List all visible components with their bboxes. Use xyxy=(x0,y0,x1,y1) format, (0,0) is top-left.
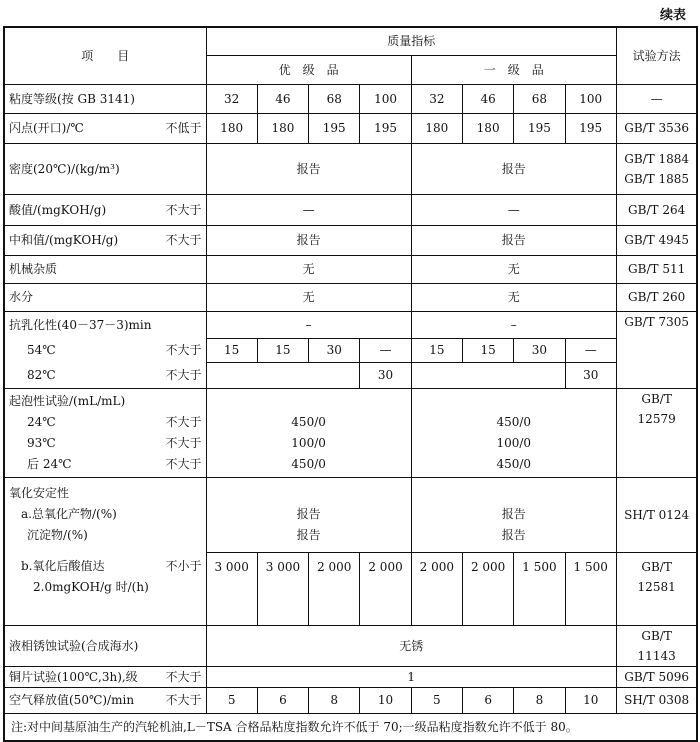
cell-rows-acid-label: 酸值/(mgKOH/g) xyxy=(9,202,107,217)
cell-rows-copper-value: 1 xyxy=(206,666,616,687)
cell-rows-demuls-t54-qual: 不大于 xyxy=(165,343,202,357)
cell-rows-foam-sub-0-first: 450/0 xyxy=(496,414,532,429)
row-viscosity xyxy=(4,84,697,113)
header-method: 试验方法 xyxy=(616,27,697,84)
cell-rows-foam-sub-2-premium: 450/0 xyxy=(291,456,326,471)
cell-rows-acid-qual: 不大于 xyxy=(165,202,202,217)
cell-rows-copper-qual: 不大于 xyxy=(165,669,202,684)
cell-rows-oxid-a_premium: 报告 xyxy=(296,507,321,521)
cell-rows-flash-qual: 不低于 xyxy=(165,121,202,135)
row-demuls-54 xyxy=(4,338,697,362)
cell-rows-water-first: 无 xyxy=(411,283,616,311)
cell-rows-water-label: 水分 xyxy=(4,283,206,311)
cell-rows-demuls-t54-values-0: 15 xyxy=(206,338,257,362)
cell-rows-demuls-t82-first: 30 xyxy=(565,362,616,388)
cell-rows-viscosity-method: — xyxy=(616,84,697,113)
table-cell xyxy=(4,113,206,143)
cell-rows-viscosity-label: 粘度等级(按 GB 3141) xyxy=(4,84,206,113)
cell-rows-oxid-sed_label: 沉淀物/(%) xyxy=(27,528,88,543)
row-water xyxy=(4,283,697,311)
cell-rows-oxid-b_values-6: 1 500 xyxy=(514,552,565,625)
table-cell xyxy=(4,194,206,225)
cell-rows-oxid-b_qual: 不小于 xyxy=(165,559,202,573)
cell-rows-foam-sub-1-label: 93℃ xyxy=(27,435,56,450)
cell-rows-viscosity-values-0: 32 xyxy=(206,84,257,113)
cell-rows-oxid-b_values-2: 2 000 xyxy=(309,552,360,625)
header-first: 一 级 品 xyxy=(411,55,616,84)
table-cell xyxy=(4,388,206,477)
cell-rows-air-values-1: 6 xyxy=(257,687,308,713)
table-cell xyxy=(616,143,697,194)
table-cell xyxy=(206,388,411,477)
cell-rows-oxid-b_label1: b.氧化后酸值达 xyxy=(21,559,105,573)
spec-table xyxy=(3,26,698,742)
table-cell xyxy=(411,388,616,477)
cell-rows-oxid-label: 氧化安定性 xyxy=(9,486,70,501)
cell-rows-rust-label: 液相锈蚀试验(合成海水) xyxy=(4,625,206,666)
cell-rows-demuls-t54-values-4: 15 xyxy=(411,338,462,362)
cell-rows-air-values-5: 6 xyxy=(462,687,513,713)
cell-rows-foam-sub-1-first: 100/0 xyxy=(496,435,532,450)
cell-rows-viscosity-values-5: 46 xyxy=(462,84,513,113)
cell-rows-oxid-a_method: SH/T 0124 xyxy=(616,477,697,552)
cell-rows-foam-sub-1-qual: 不大于 xyxy=(165,435,202,450)
table-row xyxy=(4,27,697,55)
row-oxidation-b xyxy=(4,552,697,625)
cell-rows-neutral-premium: 报告 xyxy=(206,225,411,255)
cell-rows-foam-method: GB/T 12579 xyxy=(616,388,697,477)
table-cell xyxy=(4,687,206,713)
cell-rows-oxid-b_values-3: 2 000 xyxy=(360,552,411,625)
cell-rows-flash-label: 闪点(开口)/℃ xyxy=(9,121,84,135)
table-cell xyxy=(206,477,411,552)
cell-rows-viscosity-values-2: 68 xyxy=(309,84,360,113)
header-item: 项 目 xyxy=(4,27,206,84)
cell-rows-density-premium: 报告 xyxy=(206,143,411,194)
cell-rows-rust-value: 无锈 xyxy=(206,625,616,666)
row-demuls-82 xyxy=(4,362,697,388)
cell-rows-acid-first: — xyxy=(411,194,616,225)
cell-rows-foam-sub-0-qual: 不大于 xyxy=(165,414,202,429)
cell-rows-air-qual: 不大于 xyxy=(165,693,202,707)
cell-rows-density-method2: GB/T 1885 xyxy=(624,171,690,186)
cell-rows-foam-label: 起泡性试验/(mL/mL) xyxy=(9,393,126,408)
cell-rows-air-values-7: 10 xyxy=(565,687,616,713)
cell-rows-viscosity-values-3: 100 xyxy=(360,84,411,113)
cell-rows-flash-values-2: 195 xyxy=(309,113,360,143)
cell-rows-foam-sub-2-label: 后 24℃ xyxy=(27,456,72,471)
row-foam xyxy=(4,388,697,477)
cell-rows-acid-method: GB/T 264 xyxy=(616,194,697,225)
cell-rows-oxid-b_values-0: 3 000 xyxy=(206,552,257,625)
table-cell xyxy=(206,362,360,388)
cell-rows-flash-values-6: 195 xyxy=(514,113,565,143)
cell-rows-impurity-premium: 无 xyxy=(206,255,411,283)
cell-rows-air-values-2: 8 xyxy=(309,687,360,713)
cell-rows-viscosity-values-4: 32 xyxy=(411,84,462,113)
cell-rows-copper-method: GB/T 5096 xyxy=(616,666,697,687)
cell-rows-water-method: GB/T 260 xyxy=(616,283,697,311)
cell-rows-oxid-b_label2: 2.0mgKOH/g 时/(h) xyxy=(33,580,149,594)
cell-rows-demuls-t54-label: 54℃ xyxy=(27,343,56,357)
header-premium: 优 级 品 xyxy=(206,55,411,84)
cell-rows-impurity-label: 机械杂质 xyxy=(4,255,206,283)
cell-rows-demuls-t54-values-2: 30 xyxy=(309,338,360,362)
cell-rows-flash-values-4: 180 xyxy=(411,113,462,143)
header-quality: 质量指标 xyxy=(206,27,616,55)
cell-rows-demuls-t54-values-5: 15 xyxy=(462,338,513,362)
cell-rows-oxid-b_values-7: 1 500 xyxy=(565,552,616,625)
cell-rows-density-first: 报告 xyxy=(411,143,616,194)
cell-rows-foam-sub-2-first: 450/0 xyxy=(496,456,532,471)
cell-rows-neutral-label: 中和值/(mgKOH/g) xyxy=(9,233,119,247)
row-note xyxy=(4,713,697,741)
cell-rows-demuls-premium: – xyxy=(206,311,411,338)
cell-rows-flash-values-7: 195 xyxy=(565,113,616,143)
table-cell xyxy=(411,477,616,552)
cell-rows-air-values-6: 8 xyxy=(514,687,565,713)
cell-rows-demuls-t82-qual: 不大于 xyxy=(165,367,202,382)
cell-rows-acid-premium: — xyxy=(206,194,411,225)
cell-rows-demuls-t54-values-3: — xyxy=(360,338,411,362)
cell-rows-neutral-qual: 不大于 xyxy=(165,233,202,247)
row-air-release xyxy=(4,687,697,713)
cell-rows-foam-sub-1-premium: 100/0 xyxy=(291,435,326,450)
cell-rows-viscosity-values-7: 100 xyxy=(565,84,616,113)
cell-rows-neutral-first: 报告 xyxy=(411,225,616,255)
cell-rows-oxid-sed_first: 报告 xyxy=(501,528,526,542)
cell-rows-density-label: 密度(20℃)/(kg/m³) xyxy=(4,143,206,194)
cell-rows-oxid-b_values-5: 2 000 xyxy=(462,552,513,625)
cell-rows-flash-values-1: 180 xyxy=(257,113,308,143)
cell-rows-oxid-b_method: GB/T 12581 xyxy=(616,552,697,625)
row-density xyxy=(4,143,697,194)
cell-rows-demuls-t54-values-7: — xyxy=(565,338,616,362)
table-cell xyxy=(4,552,206,625)
cell-rows-impurity-method: GB/T 511 xyxy=(616,255,697,283)
row-neutral xyxy=(4,225,697,255)
cell-rows-viscosity-values-6: 68 xyxy=(514,84,565,113)
cell-rows-flash-values-3: 195 xyxy=(360,113,411,143)
cell-rows-demuls-t54-values-6: 30 xyxy=(514,338,565,362)
cell-rows-air-method: SH/T 0308 xyxy=(616,687,697,713)
row-demulsibility xyxy=(4,311,697,338)
cell-rows-oxid-b_values-1: 3 000 xyxy=(257,552,308,625)
cell-rows-flash-method: GB/T 3536 xyxy=(616,113,697,143)
row-acid xyxy=(4,194,697,225)
cell-rows-demuls-t82-label: 82℃ xyxy=(27,367,56,382)
cell-rows-copper-label: 铜片试验(100℃,3h),级 xyxy=(9,669,138,684)
cell-rows-air-values-0: 5 xyxy=(206,687,257,713)
cell-rows-flash-values-5: 180 xyxy=(462,113,513,143)
cell-rows-oxid-a_label: a.总氧化产物/(%) xyxy=(21,507,117,522)
row-copper xyxy=(4,666,697,687)
table-cell xyxy=(4,338,206,362)
cell-rows-density-method1: GB/T 1884 xyxy=(624,151,690,166)
cell-rows-air-values-3: 10 xyxy=(360,687,411,713)
row-flash xyxy=(4,113,697,143)
cell-rows-air-values-4: 5 xyxy=(411,687,462,713)
table-cell xyxy=(4,225,206,255)
table-cell xyxy=(4,362,206,388)
cell-rows-rust-method: GB/T 11143 xyxy=(616,625,697,666)
cell-rows-demuls-label: 抗乳化性(40－37－3)min xyxy=(4,311,206,338)
cell-rows-flash-values-0: 180 xyxy=(206,113,257,143)
cell-rows-oxid-sed_premium: 报告 xyxy=(296,528,321,542)
cell-rows-foam-sub-0-premium: 450/0 xyxy=(291,414,326,429)
row-rust xyxy=(4,625,697,666)
cell-rows-air-label: 空气释放值(50℃)/min xyxy=(9,693,135,707)
cell-rows-foam-sub-2-qual: 不大于 xyxy=(165,456,202,471)
cell-rows-oxid-a_first: 报告 xyxy=(501,507,526,521)
cell-rows-neutral-method: GB/T 4945 xyxy=(616,225,697,255)
cell-rows-demuls-method: GB/T 7305 xyxy=(616,311,697,388)
cell-rows-impurity-first: 无 xyxy=(411,255,616,283)
cell-rows-demuls-t82-premium: 30 xyxy=(360,362,411,388)
row-oxidation-a xyxy=(4,477,697,552)
cell-rows-foam-sub-0-label: 24℃ xyxy=(27,414,56,429)
cell-rows-water-premium: 无 xyxy=(206,283,411,311)
table-cell xyxy=(4,666,206,687)
cell-note: 注:对中间基原油生产的汽轮机油,L－TSA 合格品粘度指数允许不低于 70;一级品粘度指数允许不低于 80。 xyxy=(4,713,697,741)
cell-rows-demuls-t54-values-1: 15 xyxy=(257,338,308,362)
cell-rows-viscosity-values-1: 46 xyxy=(257,84,308,113)
table-cell xyxy=(4,477,206,552)
cell-rows-oxid-b_values-4: 2 000 xyxy=(411,552,462,625)
cell-rows-demuls-first: – xyxy=(411,311,616,338)
row-impurity xyxy=(4,255,697,283)
continued-label: 续表 xyxy=(659,8,686,23)
table-cell xyxy=(411,362,565,388)
